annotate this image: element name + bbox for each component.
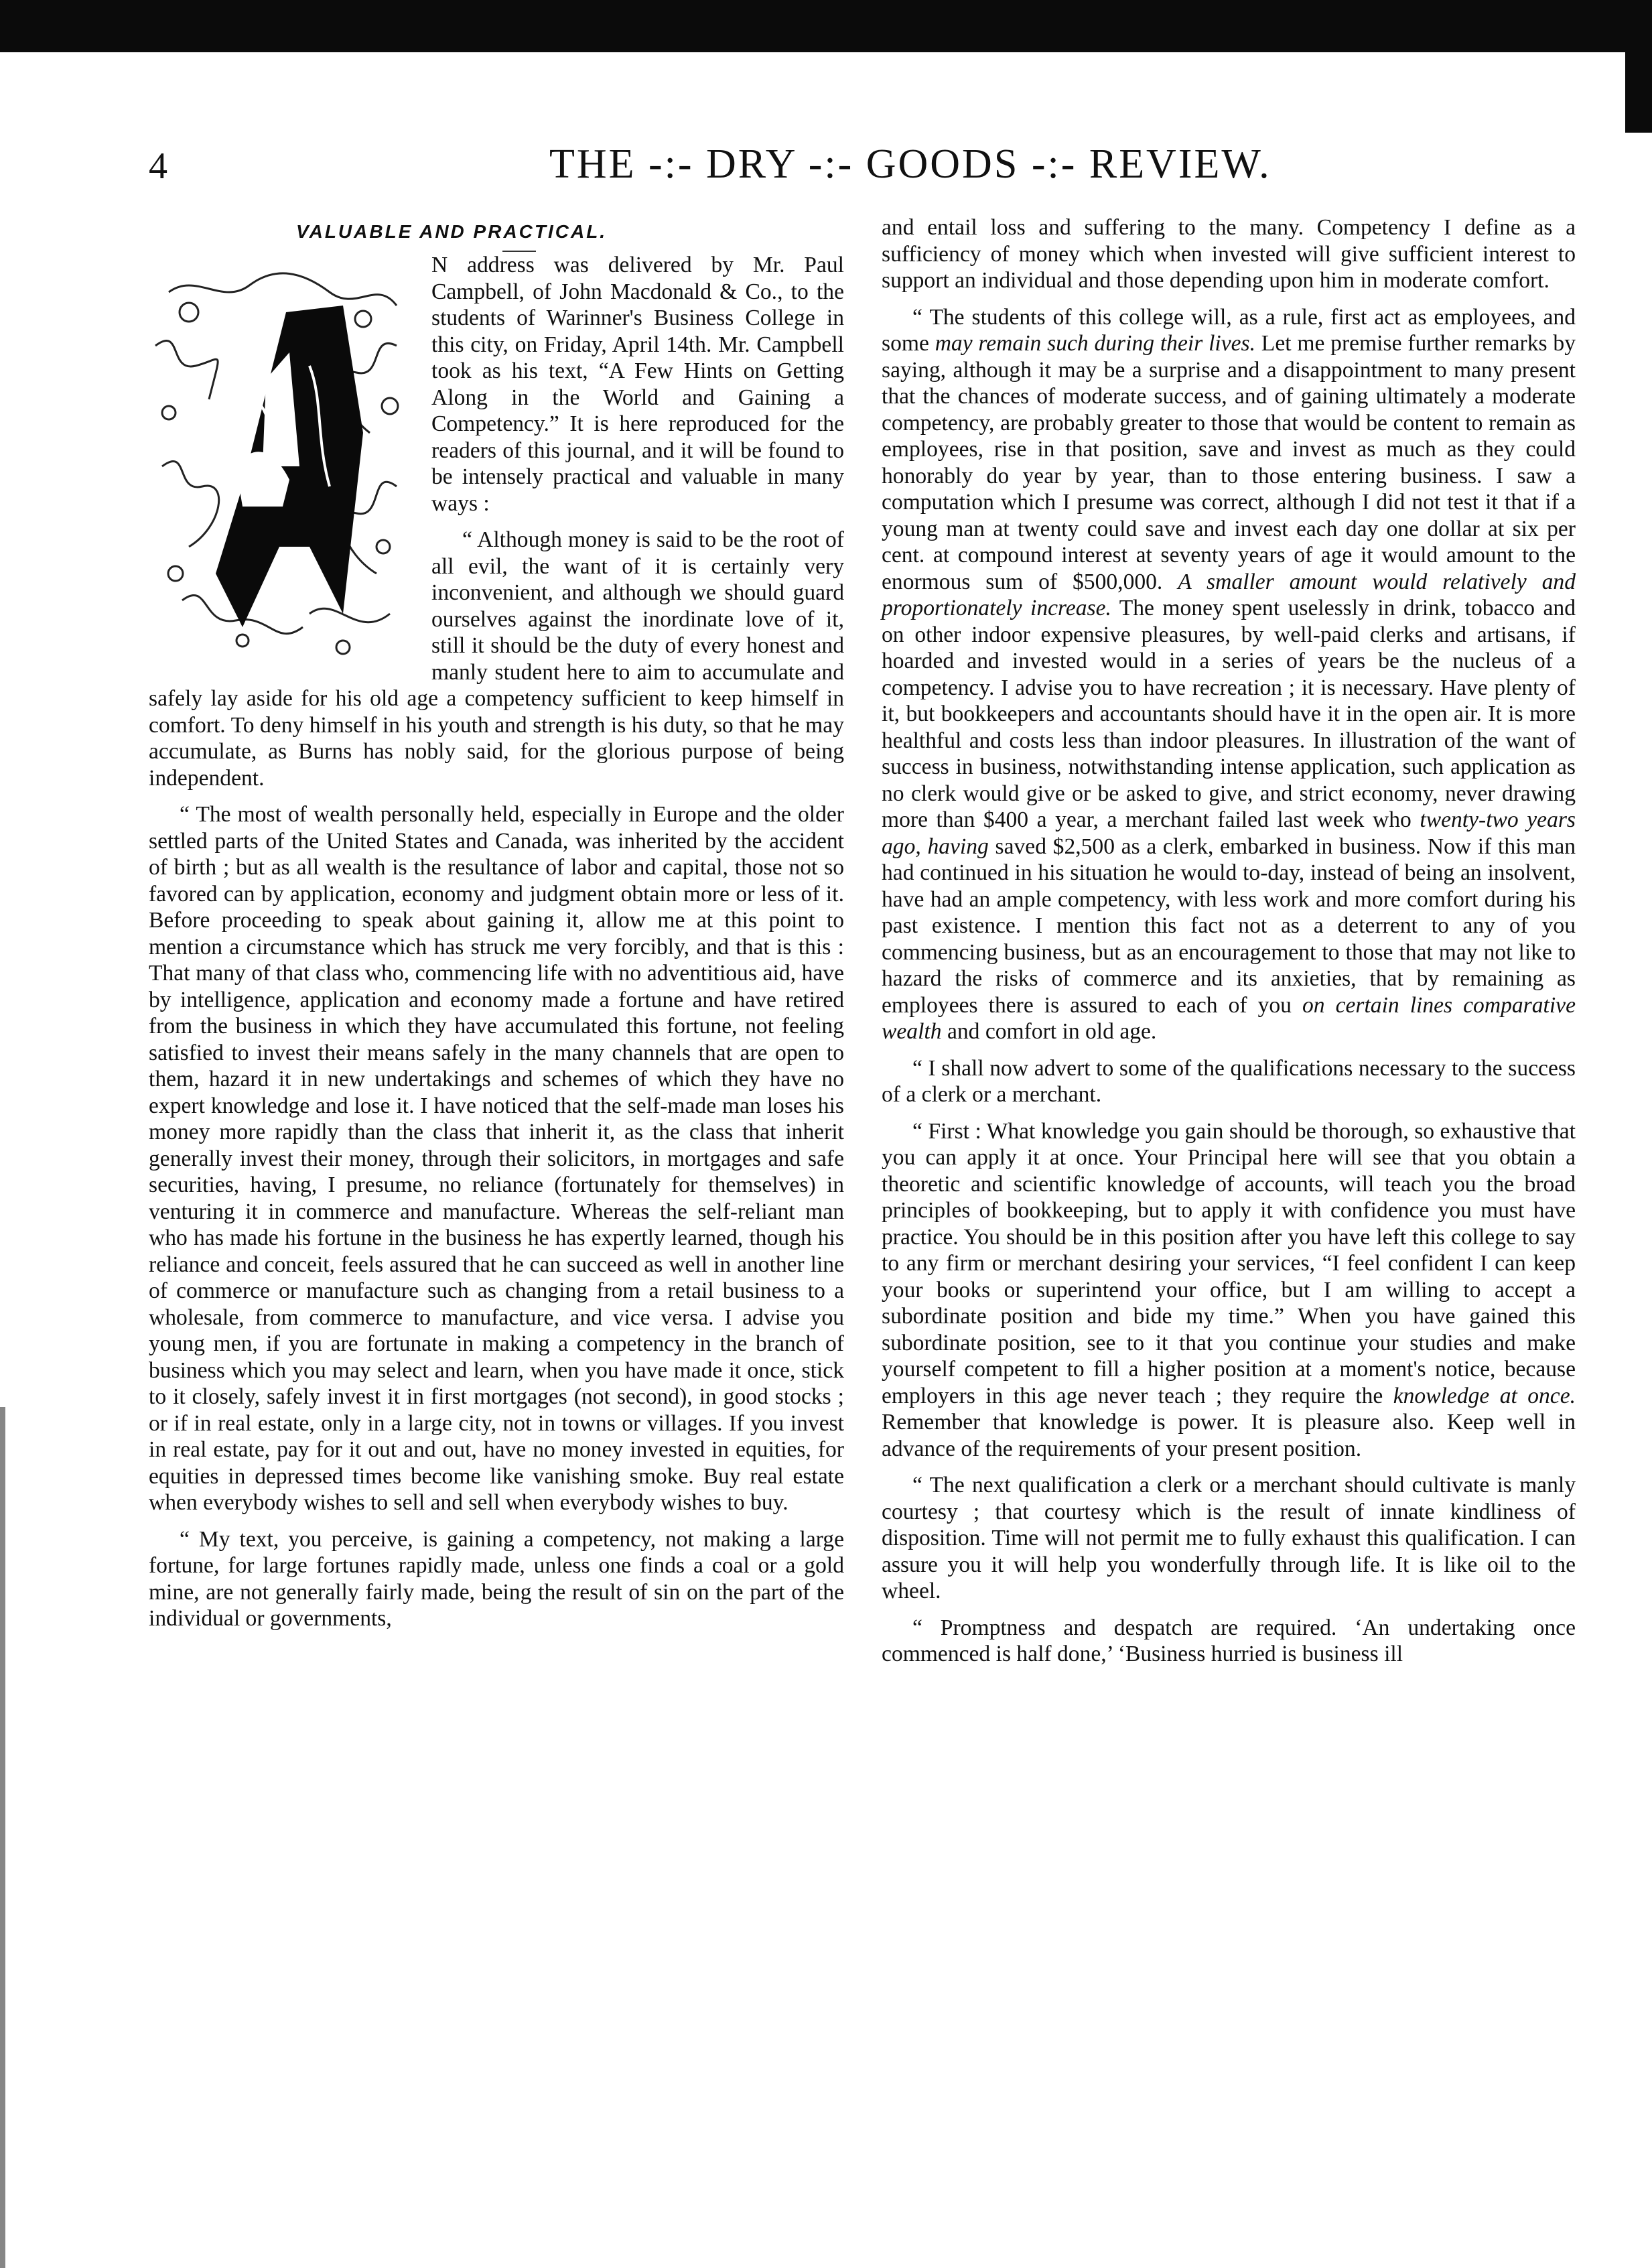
article-heading: VALUABLE AND PRACTICAL. bbox=[296, 221, 608, 242]
text-run: Remember that knowledge is power. It is pleasure also. Keep well in advance of the requirements of your present position. bbox=[882, 1410, 1576, 1461]
left-column bbox=[149, 214, 844, 1642]
italic-run: twenty-two years ago, having bbox=[882, 807, 1576, 859]
paragraph: “ The most of wealth personally held, especially in Europe and the older settled parts of the United States and Canada, was inherited by the accident of birth ; but as all wealth is the resultance of labor and capital, those not so favored can by application, economy and judgment obtain more or less of it. Before proceeding to speak about gaining it, allow me at this point to mention a circumstance which has struck me very forcibly, and that is this : That many of that class who, commencing life with no adventitious aid, have by intelligence, application and economy made a fortune and have retired from the business in which they have accumulated this fortune, not feeling satisfied to invest their means safely in the many channels that are open to them, hazard it in new undertakings and schemes of which they have no expert knowledge and lose it. I have noticed that the self-made man loses his money more rapidly than the class that inherit it, as the class that inherit generally invest their money, through their solicitors, in mortgages and safe securities, having, I presume, no reliance (fortunately for themselves) in venturing it in commerce and manufacture. Whereas the self-reliant man who has made his fortune in the business he has expertly learned, though his reliance and conceit, feels assured that he can succeed as well in another line of commerce or manufacture such as changing from a retail business to a wholesale, from commerce to manufacture, and vice versa. I advise you young men, if you are fortunate in making a competency in the branch of business which you may select and learn, when you have made it once, stick to it closely, safely invest it in first mortgages (not second), in good stocks ; or if in real estate, only in a large city, not in towns or villages. If you invest in real estate, pay for it out and out, have no money invested in equities, for equities in depressed times become like vanishing smoke. Buy real estate when everybody wishes to sell and sell when everybody wishes to buy. bbox=[149, 802, 844, 1515]
paragraph: “ Although money is said to be the root of all evil, the want of it is certainly very inconvenient, and although we should guard ourselves against the inordinate love of it, still it should be the duty of every honest and manly student here to aim to accumulate and safely lay aside for his old age a competency sufficient to keep himself in comfort. To deny himself in his youth and strength is his duty, so that he may accumulate, as Burns has nobly said, for the glorious purpose of being independent. bbox=[149, 527, 844, 791]
text-run: The money spent uselessly in drink, tobacco and on other indoor expensive pleasures, by well-paid clerks and artisans, if hoarded and invested would in a series of years be the nucleus of a competency. I advise you to have recreation ; it is necessary. Have plenty of it, but bookkeepers and accountants should have it in the open air. It is more healthful and costs less than indoor pleasures. In illustration of the want of success in business, notwithstanding intense application, such application as no clerk would give or be asked to give, and strict economy, never drawing more than $400 a year, a merchant failed last week who bbox=[882, 596, 1576, 832]
italic-run: A smaller amount would relatively and proportionately increase. bbox=[882, 569, 1576, 620]
page-left-scan-edge bbox=[0, 1407, 5, 2268]
drop-cap-ornament bbox=[142, 265, 418, 667]
paragraph: “ Promptness and despatch are required. ‘An undertaking once commenced is half done,’ ‘Business hurried is business ill bbox=[882, 1615, 1576, 1666]
paragraph: “ I shall now advert to some of the qualifications necessary to the success of a clerk or a merchant. bbox=[882, 1055, 1576, 1107]
page-header bbox=[0, 141, 1652, 194]
text-run: “ First : What knowledge you gain should be thorough, so exhaustive that you can apply it at once. Your Principal here will see that you obtain a theoretic and scientific knowledge of accounts, will teach you the broad principles of bookkeeping, but to apply it with confidence you must have practice. You should be in this position after you have left this college to say to any firm or merchant desiring your services, “I feel confident I can keep your books or superintend your office, but I am willing to accept a subordinate position and bide my time.” When you have gained this subordinate position, see to it that you continue your studies and make yourself competent to fill a higher position at a moment's notice, because employers in this age never teach ; they require the bbox=[882, 1118, 1576, 1408]
text-run: and comfort in old age. bbox=[941, 1019, 1157, 1044]
drop-cap-letter bbox=[182, 271, 383, 646]
page-number: 4 bbox=[149, 145, 169, 187]
right-column bbox=[882, 214, 1576, 1678]
italic-run: may remain such during their lives. bbox=[935, 331, 1255, 356]
lead-paragraph bbox=[149, 252, 844, 517]
italic-run: knowledge at once. bbox=[1393, 1383, 1576, 1408]
lead-text: N address was delivered by Mr. Paul Campbell, of John Macdonald & Co., to the students of Warinner's Business College in this city, on Friday, April 14th. Mr. Campbell took as his text, “A Few Hints on Getting Along in the World and Gaining a Competency.” It is here reproduced for the readers of this journal, and it will be found to be intensely practical and valuable in many ways : bbox=[431, 253, 844, 516]
paragraph-continued: and entail loss and suffering to the many. Competency I define as a sufficiency of money which when invested will give sufficient interest to support an individual and those depending upon him in moderate comfort. bbox=[882, 215, 1576, 293]
italic-run: on certain lines comparative wealth bbox=[882, 992, 1576, 1044]
text-run: “ The students of this college will, as a rule, first act as employees, and some bbox=[882, 304, 1576, 356]
paragraph bbox=[882, 1118, 1576, 1463]
paragraph: “ My text, you perceive, is gaining a competency, not making a large fortune, for large fortunes rapidly made, unless one finds a coal or a gold mine, are not generally fairly made, being the result of sin on the part of the individual or governments, bbox=[149, 1526, 844, 1631]
paragraph bbox=[882, 304, 1576, 1045]
running-title: THE -:- DRY -:- GOODS -:- REVIEW. bbox=[549, 141, 1271, 187]
text-run: Let me premise further remarks by saying, although it may be a surprise and a disappointment to many present that the chances of moderate success, and of gaining ultimately a moderate competency, are probably greater to those that would be content to remain as employees, rise in that position, save and invest as much as they could honorably do year by year, than to those entering business. I saw a computation which I presume was correct, although I did not test it that if a young man at twenty could save and invest each day one dollar at six per cent. at compound interest at seventy years of age it would amount to the enormous sum of $500,000. bbox=[882, 331, 1576, 594]
text-run: saved $2,500 as a clerk, embarked in business. Now if this man had continued in his situation he would to-day, instead of being an insolvent, have had an ample competency, with less work and more comfort during his past existence. I mention this fact not as a deterrent to any of you commencing business, but as an encouragement to those that may not like to hazard the risks of commerce and its anxieties, that by remaining as employees there is assured to each of you bbox=[882, 833, 1576, 1018]
page-top-scan-band bbox=[0, 0, 1652, 52]
paragraph: “ The next qualification a clerk or a merchant should cultivate is manly courtesy ; that courtesy which is the result of innate kindliness of disposition. Time will not permit me to fully exhaust this qualification. I can assure you it will help you wonderfully through life. It is like oil to the wheel. bbox=[882, 1473, 1576, 1603]
